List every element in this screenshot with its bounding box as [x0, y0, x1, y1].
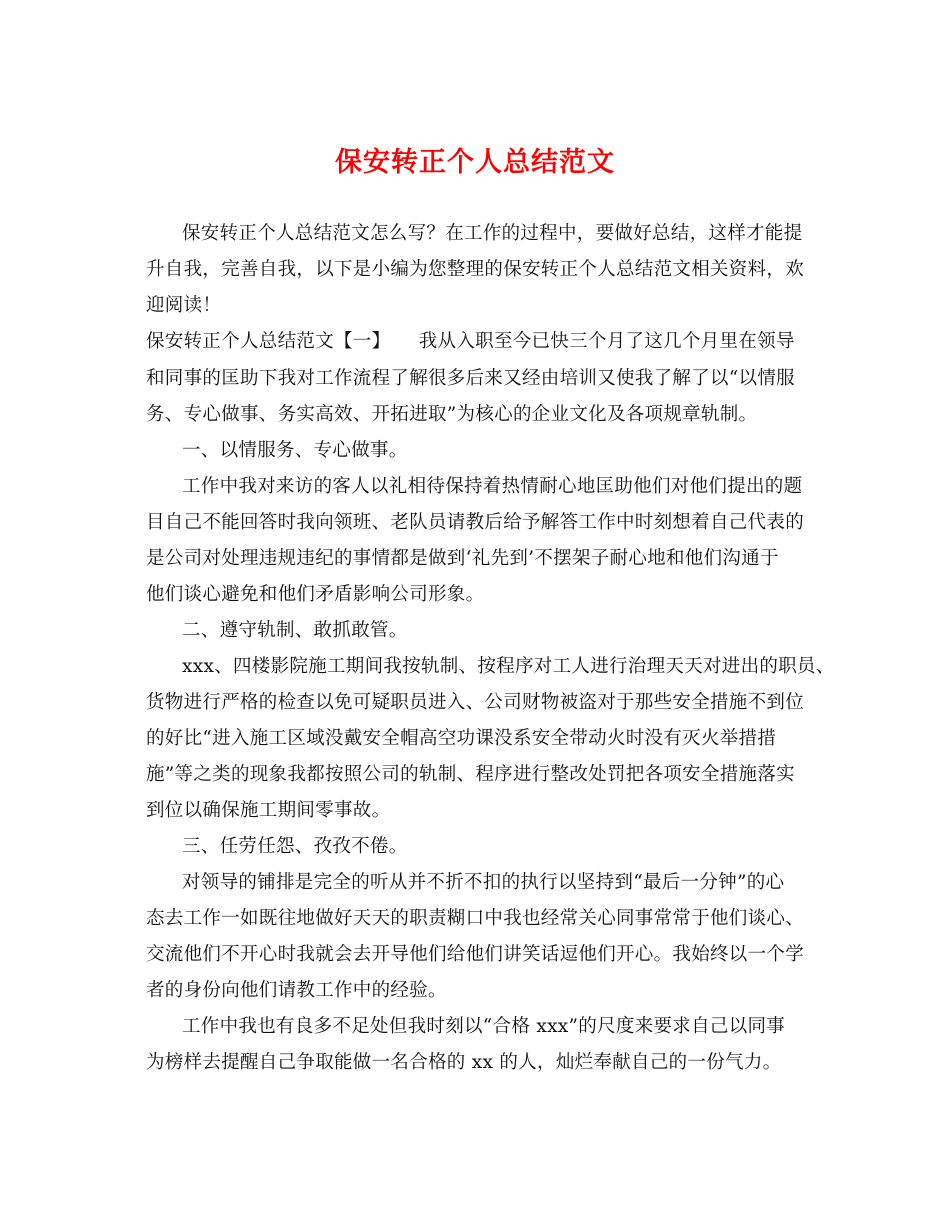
- paragraph-line: 对领导的铺排是完全的听从并不折不扣的执行以坚持到“最后一分钟”的心: [182, 872, 785, 893]
- paragraph-line: 的好比“进入施工区域没戴安全帽高空功课没系安全带动火时没有灭火举措措: [146, 728, 777, 749]
- paragraph-line: 务、专心做事、务实高效、开拓进取”为核心的企业文化及各项规章轨制。: [146, 404, 758, 425]
- paragraph-line: 态去工作一如既往地做好天天的职责糊口中我也经常关心同事常常于他们谈心、: [146, 908, 805, 929]
- paragraph-line: 迎阅读！: [146, 295, 222, 316]
- paragraph-line: 保安转正个人总结范文怎么写？在工作的过程中，要做好总结，这样才能提: [182, 223, 803, 244]
- paragraph-line: 者的身份向他们请教工作中的经验。: [146, 980, 447, 1001]
- paragraph-line: 是公司对处理违规违纪的事情都是做到‘礼先到’不摆架子耐心地和他们沟通于: [146, 548, 779, 569]
- paragraph-line: 货物进行严格的检查以免可疑职员进入、公司财物被盗对于那些安全措施不到位: [146, 692, 805, 713]
- paragraph-line: xxx、四楼影院施工期间我按轨制、按程序对工人进行治理天天对进出的职员、: [182, 656, 835, 677]
- paragraph-line: 工作中我也有良多不足处但我时刻以“合格 xxx”的尺度来要求自己以同事: [182, 1016, 786, 1037]
- paragraph-line: 升自我，完善自我，以下是小编为您整理的保安转正个人总结范文相关资料，欢: [146, 259, 805, 280]
- section-heading: 一、以情服务、专心做事。: [182, 440, 408, 461]
- document-title: 保安转正个人总结范文: [335, 147, 615, 178]
- paragraph-line: 他们谈心避免和他们矛盾影响公司形象。: [146, 584, 485, 605]
- paragraph-line: 到位以确保施工期间零事故。: [146, 800, 391, 821]
- paragraph-line: 为榜样去提醒自己争取能做一名合格的 xx 的人，灿烂奉献自己的一份气力。: [146, 1052, 782, 1073]
- paragraph-line: 交流他们不开心时我就会去开导他们给他们讲笑话逗他们开心。我始终以一个学: [146, 944, 805, 965]
- section-heading: 二、遵守轨制、敢抓敢管。: [182, 620, 408, 641]
- paragraph-line: 工作中我对来访的客人以礼相待保持着热情耐心地匡助他们对他们提出的题: [182, 476, 803, 497]
- paragraph-line: 保安转正个人总结范文【一】 我从入职至今已快三个月了这几个月里在领导: [146, 331, 795, 352]
- paragraph-line: 施”等之类的现象我都按照公司的轨制、程序进行整改处罚把各项安全措施落实: [146, 764, 795, 785]
- paragraph-line: 目自己不能回答时我向领班、老队员请教后给予解答工作中时刻想着自己代表的: [146, 512, 805, 533]
- paragraph-line: 和同事的匡助下我对工作流程了解很多后来又经由培训又使我了解了以“以情服: [146, 368, 795, 389]
- section-heading: 三、任劳任怨、孜孜不倦。: [182, 836, 408, 857]
